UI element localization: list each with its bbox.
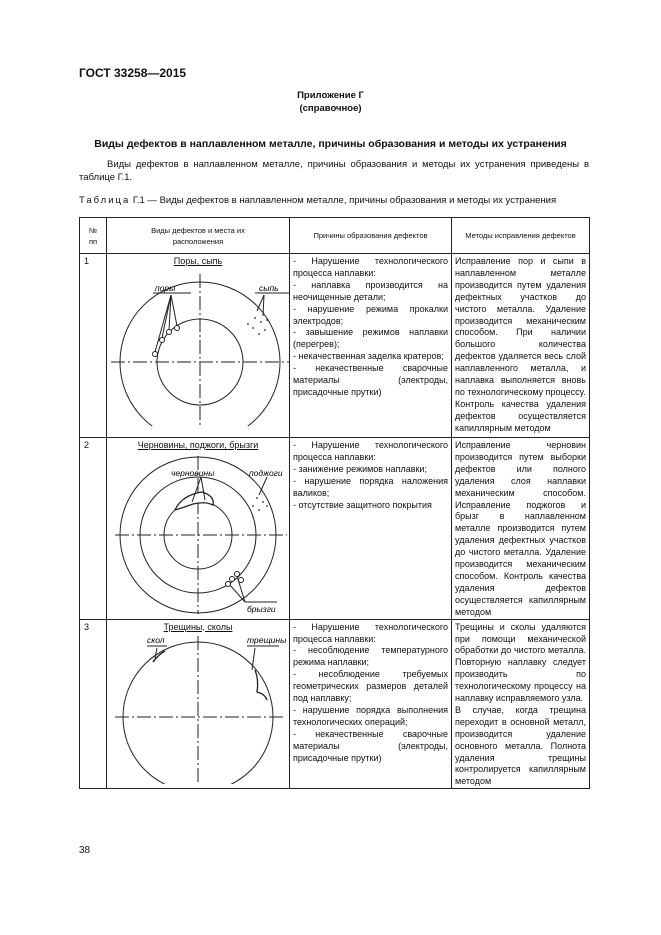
header-methods: Методы исправления дефектов [452, 218, 590, 254]
burns-diagram [107, 450, 290, 615]
defect-title: Трещины, сколы [163, 621, 233, 632]
causes-cell [290, 438, 452, 620]
causes-cell [290, 619, 452, 789]
cause-item: - отсутствие защитного покрытия [293, 499, 432, 510]
cause-item: - Нарушение технологического процесса наплавки: [293, 621, 448, 644]
cause-item: - несоблюдение требуемых геометрических размеров деталей под наплавку; [293, 669, 448, 704]
method-paragraph: Исправление черновин производится путем выборки дефектов или полного удаления слоя наплавки механическим способом. Исправление поджогов и брызг в наплавленном металле производится путем удаления дефектных участков до чистого металла. Удаление производится механическим способом. Контроль качества удаления дефектов осуществляется капиллярным методом [455, 440, 586, 617]
method-paragraph: Трещины и сколы удаляются при помощи механической обработки до чистого металла. Повторную наплавку следует производить по технологическому процессу на наплавку исправляемого узла. [455, 621, 586, 704]
intro-paragraph: Виды дефектов в наплавленном металле, причины образования и методы их устранения приведены в таблице Г.1. [79, 159, 589, 183]
row-number: 3 [80, 619, 107, 789]
cause-item: - нарушение порядка наложения валиков; [293, 475, 448, 498]
cause-item: - некачественные сварочные материалы (электроды, присадочные прутки) [293, 728, 448, 763]
method-paragraph: Исправление пор и сыпи в наплавленном металле производится путем удаления дефектных участков до чистого металла. Удаление производится механическим способом. При наличии большого количества дефектов удаляется весь слой наплавленного металла, и наплавка выполняется вновь по технологическому процессу. [455, 256, 586, 397]
table-caption-prefix: Таблица [79, 195, 131, 206]
section-heading: Виды дефектов в наплавленном металле, причины образования и методы их устранения [94, 138, 567, 150]
table-caption [79, 195, 556, 206]
table-row [80, 438, 590, 620]
table-header-row [80, 218, 590, 254]
defect-title: Черновины, поджоги, брызги [137, 440, 259, 450]
table-caption-text: Г.1 — Виды дефектов в наплавленном металле, причины образования и методы их устранения [130, 195, 557, 206]
header-types: Виды дефектов и места их расположения [107, 218, 290, 254]
appendix-title: Приложение Г [297, 90, 364, 101]
defect-diagram-cell [107, 619, 290, 789]
defects-table [79, 217, 590, 789]
defect-title: Поры, сыпь [173, 256, 223, 266]
cracks-diagram [107, 632, 290, 784]
cause-item: - занижение режимов наплавки; [293, 463, 427, 474]
header-causes: Причины образования дефектов [290, 218, 452, 254]
page-number: 38 [79, 845, 91, 856]
diagram-label: черновины [171, 468, 215, 478]
cause-item: - наплавка производится на неочищенные детали; [293, 279, 448, 302]
cause-item: - некачественные сварочные материалы (электроды, присадочные прутки) [293, 363, 448, 397]
row-number: 1 [80, 254, 107, 438]
table-row [80, 254, 590, 438]
cause-item: - Нарушение технологического процесса наплавки: [293, 256, 448, 278]
causes-cell [290, 254, 452, 438]
cause-item: - нарушение режима прокалки электродов; [293, 303, 448, 326]
header-num: № пп [80, 218, 107, 254]
cause-item: - завышение режимов наплавки (перегрев); [293, 327, 448, 350]
diagram-label: поджоги [249, 468, 283, 478]
methods-cell [452, 438, 590, 620]
defect-diagram-cell [107, 254, 290, 438]
diagram-label: сыпь [259, 283, 279, 293]
pores-diagram [107, 266, 290, 426]
method-paragraph: Контроль качества удаления дефектов осуществляется капиллярным методом [455, 398, 586, 433]
diagram-label: скол [147, 634, 165, 645]
methods-cell [452, 254, 590, 438]
methods-cell [452, 619, 590, 789]
diagram-label: трещины [247, 634, 287, 645]
table-row [80, 619, 590, 789]
appendix-subtitle: (справочное) [299, 103, 362, 114]
cause-item: - нарушение порядка выполнения технологических операций; [293, 704, 448, 727]
method-paragraph: В случае, когда трещина переходит в основной металл, производится удаление основного металла. Полнота удаления трещины контролируется капиллярным методом [455, 704, 586, 787]
diagram-label: брызги [247, 604, 276, 614]
cause-item: - некачественная заделка кратеров; [293, 351, 444, 362]
cause-item: - несоблюдение температурного режима наплавки; [293, 645, 448, 668]
row-number: 2 [80, 438, 107, 620]
cause-item: - Нарушение технологического процесса наплавки: [293, 440, 448, 462]
diagram-label: поры [155, 283, 176, 293]
document-code: ГОСТ 33258—2015 [79, 66, 187, 80]
defect-diagram-cell [107, 438, 290, 620]
